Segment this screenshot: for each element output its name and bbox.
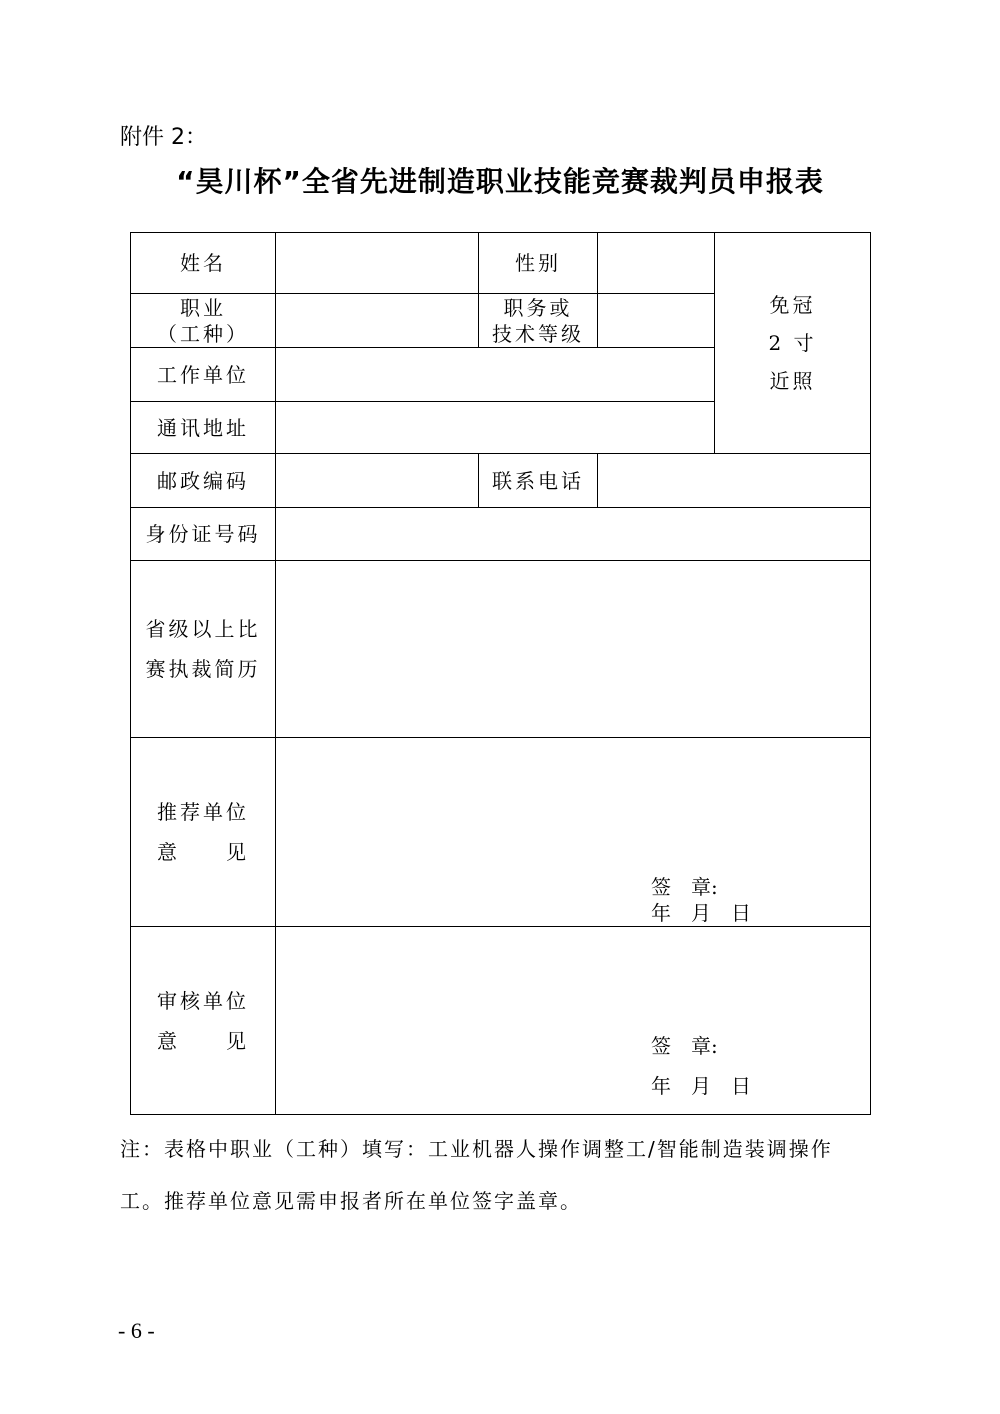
name-field[interactable] (276, 233, 479, 294)
review-opinion-field[interactable] (276, 927, 871, 1115)
address-label: 通讯地址 (131, 402, 276, 454)
page-number: - 6 - (118, 1318, 155, 1343)
note-line-1: 注：表格中职业（工种）填写：工业机器人操作调整工/智能制造装调操作 (120, 1137, 833, 1161)
recommend-label-line-2: 意 见 (157, 840, 249, 864)
phone-field[interactable] (598, 454, 871, 508)
photo-line-2: 2 寸 (768, 331, 817, 355)
recommend-label (131, 738, 276, 927)
resume-label-line-2: 赛执裁简历 (145, 657, 261, 681)
form-note (120, 1123, 890, 1227)
postcode-field[interactable] (276, 454, 479, 508)
position-label (479, 294, 598, 348)
attachment-label: 附件 2： (120, 125, 207, 150)
occupation-label-line-1: 职业 (180, 295, 226, 320)
id-field[interactable] (276, 508, 871, 561)
gender-label: 性别 (479, 233, 598, 294)
occupation-label (131, 294, 276, 348)
occupation-label-line-2: （工种） (157, 321, 249, 346)
resume-field[interactable] (276, 561, 871, 738)
position-field[interactable] (598, 294, 715, 348)
photo-line-3: 近照 (769, 369, 816, 393)
gender-field[interactable] (598, 233, 715, 294)
review-label-line-2: 意 见 (157, 1028, 249, 1053)
workplace-field[interactable] (276, 348, 715, 402)
review-date-label: 年 月 日 (651, 1074, 751, 1098)
application-form (130, 232, 871, 1115)
position-label-line-1: 职务或 (503, 295, 573, 320)
resume-label (131, 561, 276, 738)
recommend-label-line-1: 推荐单位 (157, 800, 249, 824)
name-label: 姓名 (131, 233, 276, 294)
recommend-date-label: 年 月 日 (651, 901, 751, 925)
recommend-sign-label: 签 章: (651, 875, 718, 899)
photo-box[interactable] (715, 233, 871, 454)
note-line-2: 工。推荐单位意见需申报者所在单位签字盖章。 (120, 1189, 582, 1213)
resume-label-line-1: 省级以上比 (145, 617, 261, 641)
workplace-label: 工作单位 (131, 348, 276, 402)
occupation-field[interactable] (276, 294, 479, 348)
photo-line-1: 免冠 (769, 293, 816, 317)
review-label-line-1: 审核单位 (157, 988, 249, 1013)
form-title: “昊川杯”全省先进制造职业技能竞赛裁判员申报表 (176, 165, 824, 198)
review-sign-label: 签 章: (651, 1034, 718, 1058)
review-label (131, 927, 276, 1115)
id-label: 身份证号码 (131, 508, 276, 561)
phone-label: 联系电话 (479, 454, 598, 508)
postcode-label: 邮政编码 (131, 454, 276, 508)
address-field[interactable] (276, 402, 715, 454)
position-label-line-2: 技术等级 (492, 321, 584, 346)
recommend-opinion-field[interactable] (276, 738, 871, 927)
